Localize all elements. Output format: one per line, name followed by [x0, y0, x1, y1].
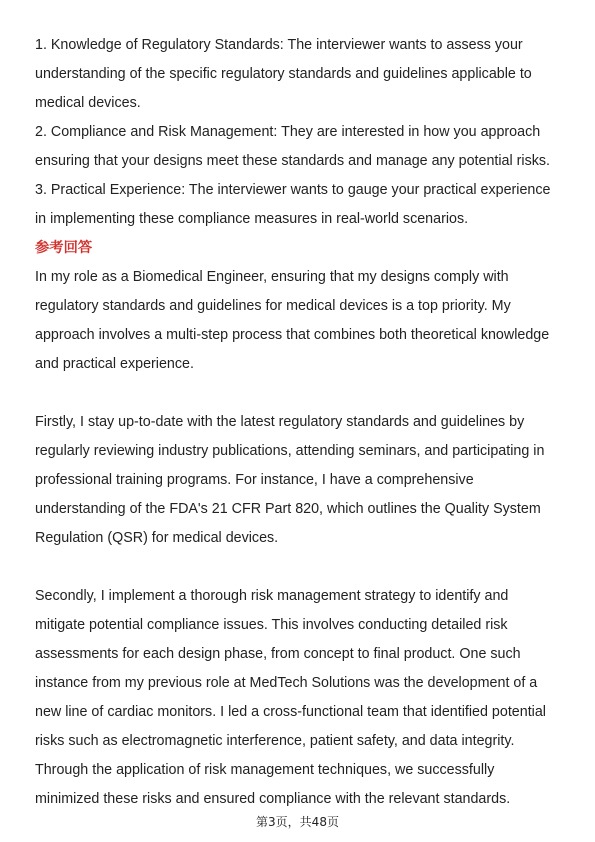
- document-body: [35, 31, 563, 814]
- text-line: minimized these risks and ensured compliance with the relevant standards.: [35, 791, 511, 807]
- text-line: Through the application of risk management techniques, we successfully: [35, 762, 495, 778]
- text-line: regularly reviewing industry publications, attending seminars, and participating in: [35, 443, 545, 459]
- text-line: 1. Knowledge of Regulatory Standards: The interviewer wants to assess your: [35, 37, 523, 53]
- text-line: and practical experience.: [35, 356, 194, 372]
- paragraph-spacer: [35, 553, 563, 582]
- answer-paragraph-1: [35, 263, 563, 379]
- question-point-2: [35, 118, 563, 176]
- text-line: Regulation (QSR) for medical devices.: [35, 530, 279, 546]
- text-line: understanding of the FDA's 21 CFR Part 820, which outlines the Quality System: [35, 501, 541, 517]
- question-point-3: [35, 176, 563, 234]
- text-line: in implementing these compliance measures in real-world scenarios.: [35, 211, 469, 227]
- text-line: ensuring that your designs meet these standards and manage any potential risks.: [35, 153, 550, 169]
- text-line: risks such as electromagnetic interference, patient safety, and data integrity.: [35, 733, 515, 749]
- text-line: instance from my previous role at MedTech Solutions was the development of a: [35, 675, 538, 691]
- text-line: Firstly, I stay up-to-date with the latest regulatory standards and guidelines by: [35, 414, 525, 430]
- page-number-footer: 第3页，共48页: [256, 815, 339, 829]
- text-line: understanding of the specific regulatory standards and guidelines applicable to: [35, 66, 532, 82]
- answer-paragraph-3: [35, 582, 563, 814]
- text-line: 2. Compliance and Risk Management: They are interested in how you approach: [35, 124, 541, 140]
- answer-heading: 参考回答: [35, 240, 93, 256]
- text-line: assessments for each design phase, from concept to final product. One such: [35, 646, 521, 662]
- question-point-1: [35, 31, 563, 118]
- text-line: In my role as a Biomedical Engineer, ensuring that my designs comply with: [35, 269, 509, 285]
- text-line: professional training programs. For instance, I have a comprehensive: [35, 472, 474, 488]
- question-points: [35, 31, 563, 234]
- text-line: Secondly, I implement a thorough risk management strategy to identify and: [35, 588, 509, 604]
- text-line: regulatory standards and guidelines for medical devices is a top priority. My: [35, 298, 511, 314]
- text-line: 3. Practical Experience: The interviewer wants to gauge your practical experience: [35, 182, 551, 198]
- text-line: new line of cardiac monitors. I led a cross-functional team that identified potential: [35, 704, 546, 720]
- answer-paragraph-2: [35, 408, 563, 553]
- paragraph-spacer: [35, 379, 563, 408]
- text-line: approach involves a multi-step process that combines both theoretical knowledge: [35, 327, 550, 343]
- text-line: mitigate potential compliance issues. This involves conducting detailed risk: [35, 617, 508, 633]
- text-line: medical devices.: [35, 95, 141, 111]
